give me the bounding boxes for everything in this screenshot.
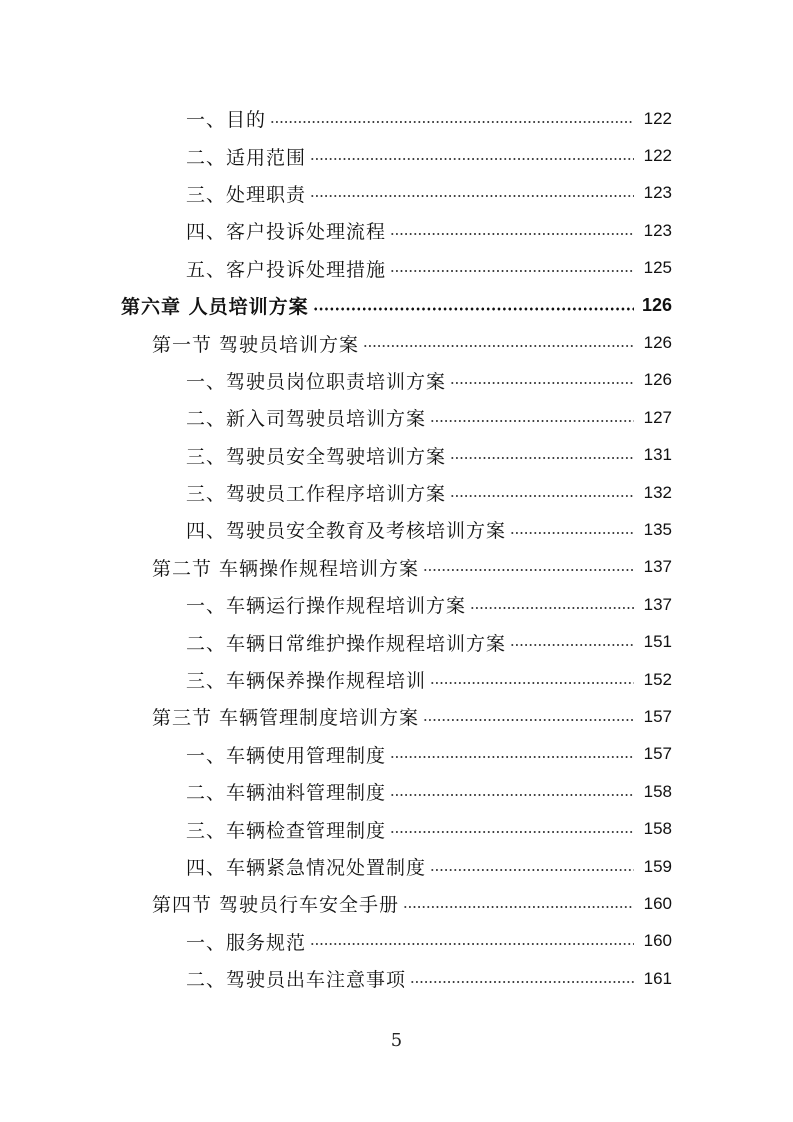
toc-subsection-entry[interactable] <box>0 960 672 997</box>
toc-subsection-entry[interactable] <box>0 399 672 436</box>
toc-subsection-entry[interactable] <box>0 773 672 810</box>
toc-entry-title: 一、车辆运行操作规程培训方案 <box>186 591 470 618</box>
toc-entry-page: 131 <box>643 445 672 465</box>
toc-entry-page: 126 <box>643 333 672 353</box>
toc-entry-title: 一、目的 <box>186 105 270 132</box>
toc-entry-page: 123 <box>643 183 672 203</box>
toc-subsection-entry[interactable] <box>0 175 672 212</box>
dot-leader <box>310 187 634 206</box>
toc-entry-page: 152 <box>643 669 672 689</box>
dot-leader <box>390 823 634 842</box>
toc-entry-page: 158 <box>643 819 672 839</box>
dot-leader <box>390 748 634 767</box>
dot-leader <box>450 374 634 393</box>
toc-subsection-entry[interactable] <box>0 437 672 474</box>
toc-entry-page: 127 <box>643 407 672 427</box>
toc-entry-page: 137 <box>643 557 672 577</box>
toc-entry-title: 三、驾驶员安全驾驶培训方案 <box>186 442 450 469</box>
toc-subsection-entry[interactable] <box>0 661 672 698</box>
dot-leader <box>403 897 634 916</box>
toc-entry-title: 二、适用范围 <box>186 143 310 170</box>
toc-entry-title: 二、车辆日常维护操作规程培训方案 <box>186 629 510 656</box>
toc-entry-page: 159 <box>643 856 672 876</box>
toc-chapter-entry[interactable] <box>0 287 672 324</box>
toc-entry-title: 四、驾驶员安全教育及考核培训方案 <box>186 516 510 543</box>
dot-leader <box>310 935 634 954</box>
toc-entry-title: 第二节 车辆操作规程培训方案 <box>152 554 423 581</box>
toc-subsection-entry[interactable] <box>0 623 672 660</box>
toc-section-entry[interactable] <box>0 885 672 922</box>
toc-entry-title: 第四节 驾驶员行车安全手册 <box>152 890 403 917</box>
toc-entry-page: 123 <box>643 220 672 240</box>
toc-entry-page: 158 <box>643 781 672 801</box>
toc-entry-title: 四、客户投诉处理流程 <box>186 217 390 244</box>
dot-leader <box>423 561 634 580</box>
toc-subsection-entry[interactable] <box>0 100 672 137</box>
toc-subsection-entry[interactable] <box>0 586 672 623</box>
toc-entry-page: 122 <box>643 108 672 128</box>
dot-leader <box>270 112 634 131</box>
toc-entry-page: 122 <box>643 146 672 166</box>
toc-entry-title: 第三节 车辆管理制度培训方案 <box>152 703 423 730</box>
toc-entry-page: 151 <box>643 632 672 652</box>
dot-leader <box>510 523 634 542</box>
toc-subsection-entry[interactable] <box>0 137 672 174</box>
dot-leader <box>390 785 634 804</box>
dot-leader <box>450 449 634 468</box>
toc-section-entry[interactable] <box>0 549 672 586</box>
toc-subsection-entry[interactable] <box>0 810 672 847</box>
toc-entry-title: 三、驾驶员工作程序培训方案 <box>186 479 450 506</box>
dot-leader <box>430 411 634 430</box>
toc-entry-page: 157 <box>643 744 672 764</box>
toc-entry-title: 四、车辆紧急情况处置制度 <box>186 853 430 880</box>
toc-subsection-entry[interactable] <box>0 474 672 511</box>
dot-leader <box>423 710 634 729</box>
table-of-contents <box>0 100 793 997</box>
toc-entry-title: 第六章 人员培训方案 <box>121 292 313 319</box>
toc-entry-title: 二、新入司驾驶员培训方案 <box>186 404 430 431</box>
toc-subsection-entry[interactable] <box>0 250 672 287</box>
toc-entry-title: 三、处理职责 <box>186 180 310 207</box>
toc-section-entry[interactable] <box>0 698 672 735</box>
toc-entry-page: 126 <box>641 295 672 316</box>
toc-entry-page: 126 <box>643 370 672 390</box>
dot-leader <box>450 486 634 505</box>
toc-entry-title: 一、车辆使用管理制度 <box>186 741 390 768</box>
toc-entry-page: 125 <box>643 258 672 278</box>
toc-entry-page: 137 <box>643 594 672 614</box>
toc-entry-page: 160 <box>643 893 672 913</box>
toc-entry-page: 160 <box>643 931 672 951</box>
toc-entry-page: 135 <box>643 519 672 539</box>
dot-leader <box>313 299 634 318</box>
toc-subsection-entry[interactable] <box>0 736 672 773</box>
toc-entry-title: 三、车辆保养操作规程培训 <box>186 666 430 693</box>
toc-entry-title: 二、驾驶员出车注意事项 <box>186 965 410 992</box>
toc-entry-title: 三、车辆检查管理制度 <box>186 816 390 843</box>
dot-leader <box>390 224 634 243</box>
toc-subsection-entry[interactable] <box>0 923 672 960</box>
toc-subsection-entry[interactable] <box>0 848 672 885</box>
toc-entry-title: 第一节 驾驶员培训方案 <box>152 330 363 357</box>
toc-subsection-entry[interactable] <box>0 212 672 249</box>
toc-subsection-entry[interactable] <box>0 511 672 548</box>
dot-leader <box>410 972 634 991</box>
toc-entry-page: 161 <box>643 968 672 988</box>
toc-entry-page: 157 <box>643 706 672 726</box>
dot-leader <box>390 262 634 281</box>
toc-entry-page: 132 <box>643 482 672 502</box>
dot-leader <box>430 673 634 692</box>
toc-subsection-entry[interactable] <box>0 362 672 399</box>
toc-entry-title: 五、客户投诉处理措施 <box>186 255 390 282</box>
dot-leader <box>510 636 634 655</box>
dot-leader <box>430 860 634 879</box>
toc-entry-title: 一、服务规范 <box>186 928 310 955</box>
page-number: 5 <box>390 1030 403 1051</box>
dot-leader <box>470 598 634 617</box>
toc-section-entry[interactable] <box>0 324 672 361</box>
dot-leader <box>310 150 634 169</box>
toc-entry-title: 二、车辆油料管理制度 <box>186 778 390 805</box>
dot-leader <box>363 337 634 356</box>
toc-entry-title: 一、驾驶员岗位职责培训方案 <box>186 367 450 394</box>
